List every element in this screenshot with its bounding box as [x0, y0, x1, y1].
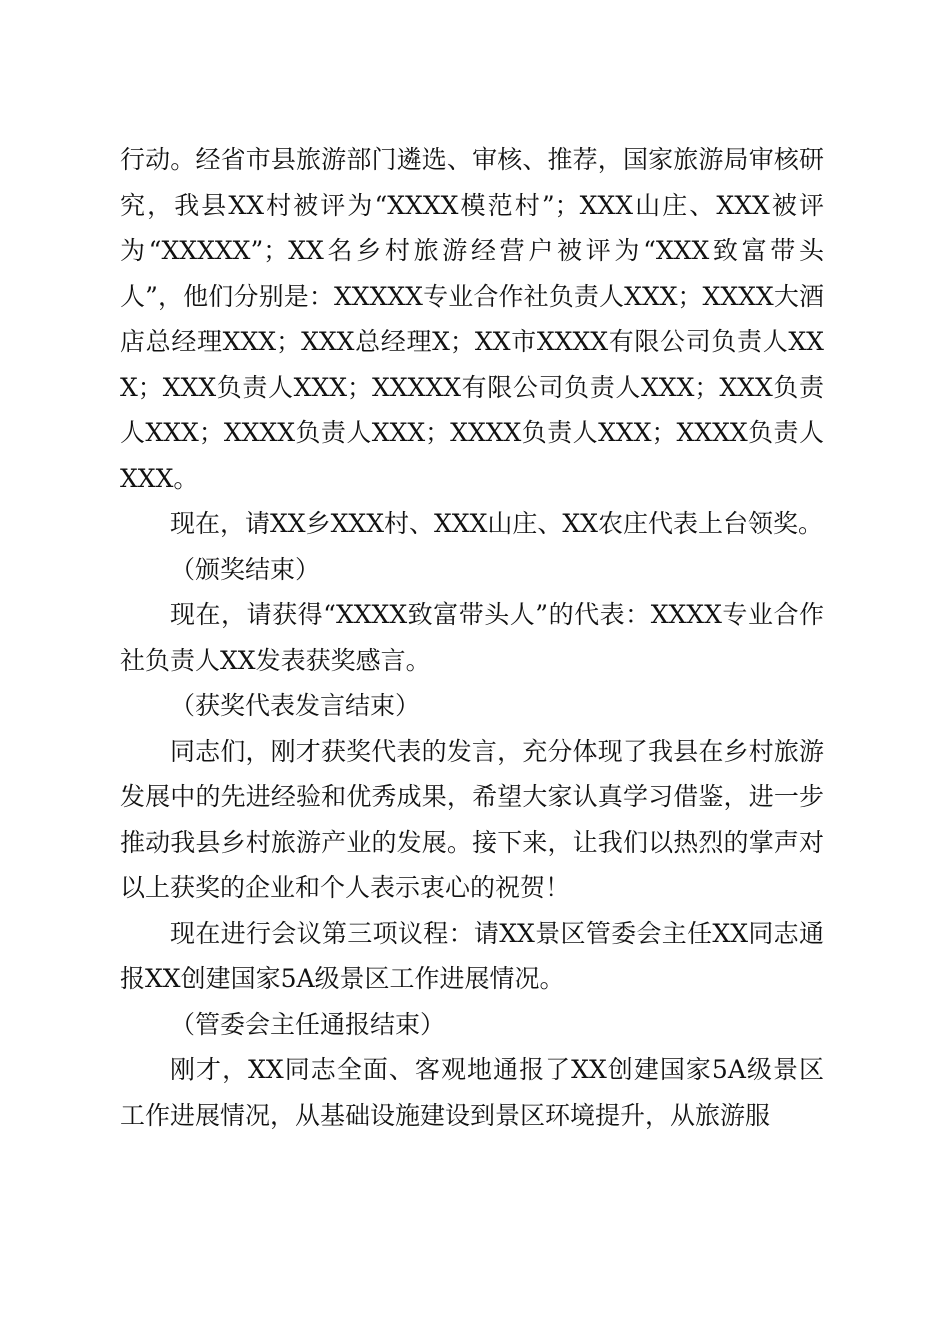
paragraph-comrades-remarks: 同志们，刚才获奖代表的发言，充分体现了我县在乡村旅游发展中的先进经验和优秀成果，希望大家认真学习借鉴，进一步推动我县乡村旅游产业的发展。接下来，让我们以热烈的掌声对以上获奖的企业和个人表示衷心的祝贺！ [120, 736, 824, 902]
paragraph-report-summary: 刚才，XX同志全面、客观地通报了XX创建国家5A级景区工作进展情况，从基础设施建设到景区环境提升，从旅游服 [120, 1055, 824, 1130]
paragraph-award-list: 行动。经省市县旅游部门遴选、审核、推荐，国家旅游局审核研究，我县XX村被评为“XXXX模范村”；XXX山庄、XXX被评为“XXXXX”；XX名乡村旅游经营户被评为“XXX致富带头人”，他们分别是：XXXXX专业合作社负责人XXX；XXXX大酒店总经理XXX；XXX总经理X；XX市XXXX有限公司负责人XXX；XXX负责人XXX；XXXXX有限公司负责人XXX；XXX负责人XXX；XXXX负责人XXX；XXXX负责人XXX；XXXX负责人XXX。 [120, 145, 824, 493]
paragraph-invite-representatives: 现在，请XX乡XXX村、XXX山庄、XX农庄代表上台领奖。 [170, 509, 823, 538]
document-body [120, 137, 824, 1138]
paragraph-invite-speech: 现在，请获得“XXXX致富带头人”的代表：XXXX专业合作社负责人XX发表获奖感言。 [120, 600, 824, 675]
stage-note-speech-end: （获奖代表发言结束） [170, 691, 421, 720]
stage-note-report-end: （管委会主任通报结束） [170, 1009, 446, 1039]
paragraph-third-agenda: 现在进行会议第三项议程：请XX景区管委会主任XX同志通报XX创建国家5A级景区工作进展情况。 [120, 918, 824, 993]
stage-note-award-end: （颁奖结束） [170, 554, 321, 584]
